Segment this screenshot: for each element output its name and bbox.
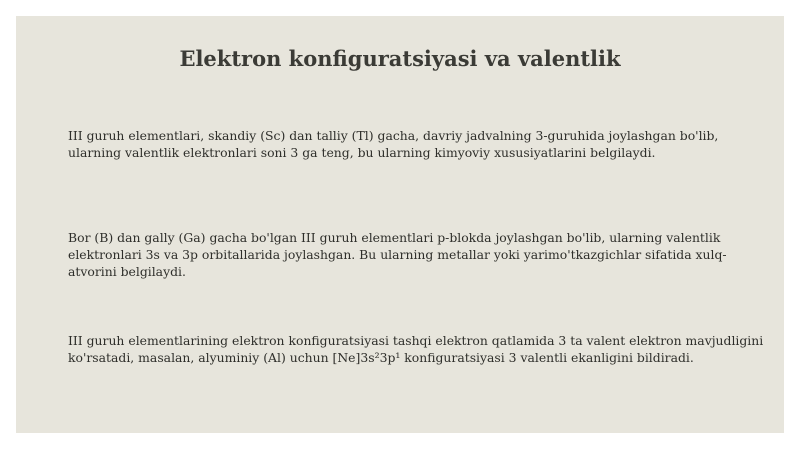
paragraph-2: Bor (B) dan gally (Ga) gacha bo'lgan III guruh elementlari p-blokda joylashgan bo'lib, ularning valentlik elektronlari 3s va 3p orbitallarida joylashgan. Bu ularning metallar yoki yarimo'tkazgichlar sifatida xulq-atvorini belgilaydi.: [68, 230, 727, 279]
paragraph-1: III guruh elementlari, skandiy (Sc) dan talliy (Tl) gacha, davriy jadvalning 3-guruhida joylashgan bo'lib, ularning valentlik elektronlari soni 3 ga teng, bu ularning kimyoviy xususiyatlarini belgilaydi.: [68, 128, 719, 160]
slide-title: Elektron konfiguratsiyasi va valentlik: [179, 46, 621, 71]
paragraph-3: III guruh elementlarining elektron konfiguratsiyasi tashqi elektron qatlamida 3 ta valent elektron mavjudligini ko'rsatadi, masalan, alyuminiy (Al) uchun [Ne]3s²3p¹ konfiguratsiyasi 3 valentli ekanligini bildiradi.: [68, 333, 764, 365]
slide: [16, 16, 784, 433]
